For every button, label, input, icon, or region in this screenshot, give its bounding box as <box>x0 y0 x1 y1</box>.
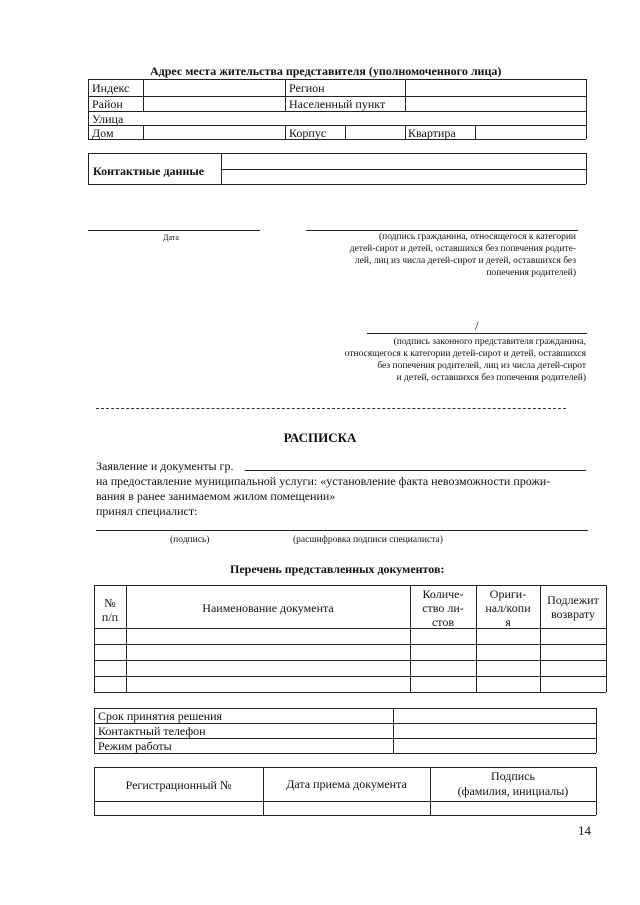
header-original-1: Ориги- <box>489 587 527 601</box>
documents-title: Перечень представленных документов: <box>230 562 445 576</box>
header-original-2: нал/копи <box>485 601 531 615</box>
header-original-3: я <box>505 615 511 629</box>
receipt-line-2: на предоставление муниципальной услуги: «установление факта невозможности прожи- <box>96 474 551 488</box>
address-title: Адрес места жительства представителя (уполномоченного лица) <box>150 64 502 78</box>
representative-caption-line-1: (подпись законного представителя гражданина, <box>393 337 586 347</box>
representative-caption-line-3: без попечения родителей, лиц из числа детей-сирот <box>377 361 586 371</box>
header-num-1: № <box>104 596 116 610</box>
label-region: Регион <box>289 81 325 95</box>
citizen-caption-line-4: попечения родителей) <box>486 268 576 278</box>
date-label: Дата <box>163 233 179 242</box>
label-index: Индекс <box>92 81 130 95</box>
label-contact-phone: Контактный телефон <box>98 724 206 738</box>
label-settlement: Населенный пункт <box>289 97 386 111</box>
label-building: Корпус <box>289 126 327 140</box>
citizen-caption-line-2: детей-сирот и детей, оставшихся без попечения родите- <box>349 244 576 254</box>
representative-caption-line-4: и детей, оставшихся без попечения родителей) <box>396 373 586 383</box>
header-return-1: Подлежит <box>547 593 599 607</box>
receipt-line-3: вания в ранее занимаемом жилом помещении» <box>96 489 336 503</box>
header-sheets-3: стов <box>431 615 455 629</box>
decode-label: (расшифровка подписи специалиста) <box>293 535 443 545</box>
slash-mark: / <box>475 318 479 333</box>
receipt-title: РАСПИСКА <box>283 430 357 445</box>
header-return-2: возврату <box>550 607 596 621</box>
receipt-line-4: принял специалист: <box>96 504 198 518</box>
header-sheets-1: Количе- <box>422 587 464 601</box>
header-reg-no: Регистрационный № <box>125 778 232 792</box>
citizen-caption-line-3: лей, лиц из числа детей-сирот и детей, оставшихся без <box>354 256 576 266</box>
header-sign-1: Подпись <box>490 769 536 783</box>
representative-caption-line-2: относящегося к категории детей-сирот и детей, оставшихся <box>344 349 586 359</box>
cut-line <box>96 408 566 409</box>
page-number: 14 <box>578 823 591 838</box>
header-num-2: п/п <box>101 610 119 624</box>
contacts-label: Контактные данные <box>93 164 205 178</box>
header-name: Наименование документа <box>202 601 334 615</box>
receipt-line-1: Заявление и документы гр. <box>96 459 234 473</box>
label-house: Дом <box>92 126 114 140</box>
label-decision-term: Срок принятия решения <box>98 709 223 723</box>
label-district: Район <box>92 97 123 111</box>
label-work-schedule: Режим работы <box>98 739 172 753</box>
sign-label: (подпись) <box>170 535 210 545</box>
label-street: Улица <box>92 112 124 126</box>
label-apartment: Квартира <box>408 126 456 140</box>
header-sign-2: (фамилия, инициалы) <box>457 784 569 798</box>
header-sheets-2: ство ли- <box>422 601 464 615</box>
citizen-caption-line-1: (подпись гражданина, относящегося к категории <box>378 232 576 242</box>
header-receipt-date: Дата приема документа <box>286 777 407 791</box>
